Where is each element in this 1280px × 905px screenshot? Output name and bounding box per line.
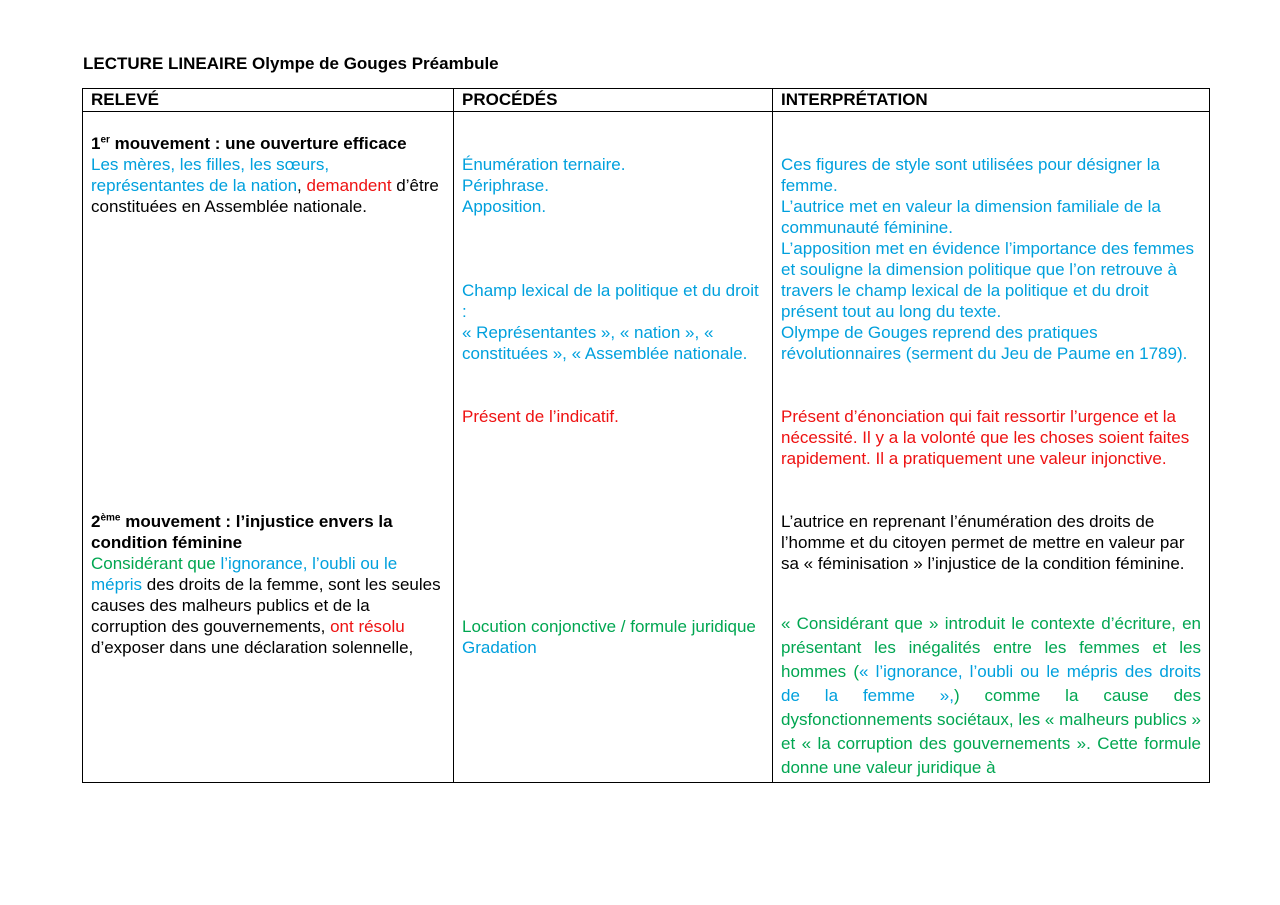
mvt1-block [91,133,445,217]
table-body-row [83,112,1210,783]
analysis-table [82,88,1210,783]
document-title: LECTURE LINEAIRE Olympe de Gouges Préambule [83,54,499,73]
interp2-green: « Considérant que » introduit le contexte d’écriture, en présentant les inégalités entre les femmes et les hommes (« l’ignorance, l’oubli ou le mépris des droits de la femme »,) comme la cause des dysfonctionnements sociétaux, les « malheurs publics » et « la corruption des gouvernements ». Cette formule donne une valeur juridique à [781,614,1201,777]
interpretation-cell [773,112,1210,783]
proc-enumeration: Énumération ternaire. [462,155,626,174]
releve-cell [83,112,454,783]
proc1-champ [462,280,764,364]
interp1-red: Présent d’énonciation qui fait ressortir l’urgence et la nécessité. Il y a la volonté que les choses soient faites rapidement. Il a pratiquement une valeur injonctive. [781,407,1190,468]
table-header-row [83,89,1210,112]
mvt1-heading: 1er mouvement : une ouverture efficace [91,134,407,153]
proc1-present: Présent de l’indicatif. [462,407,619,426]
mvt2-block [91,511,445,658]
mvt2-quote: Considérant que l’ignorance, l’oubli ou le mépris des droits de la femme, sont les seules causes des malheurs publics et de la corruption des gouvernements, ont résolu d’exposer dans une déclaration solennelle, [91,554,441,657]
interp1-blue: Ces figures de style sont utilisées pour désigner la femme. L’autrice met en valeur la dimension familiale de la communauté féminine. L’apposition met en évidence l’importance des femmes et souligne la dimension politique que l’on retrouve à travers le champ lexical de la politique et du droit présent tout au long du texte. Olympe de Gouges reprend des pratiques révolutionnaires (serment du Jeu de Paume en 1789). [781,155,1194,363]
proc-champ-words: « Représentantes », « nation », « constituées », « Assemblée nationale. [462,323,748,363]
proc-locution: Locution conjonctive / formule juridique [462,617,756,636]
interp2-black: L’autrice en reprenant l’énumération des droits de l’homme et du citoyen permet de mettre en valeur par sa « féminisation » l’injustice de la condition féminine. [781,512,1185,573]
header-interpretation: INTERPRÉTATION [773,89,1210,112]
header-procedes: PROCÉDÉS [454,89,773,112]
procedes-cell [454,112,773,783]
mvt1-quote: Les mères, les filles, les sœurs, représentantes de la nation, demandent d’être constituées en Assemblée nationale. [91,155,439,216]
proc-apposition: Apposition. [462,197,547,216]
proc2-block [462,616,764,658]
mvt2-heading: 2ème mouvement : l’injustice envers la condition féminine [91,512,393,552]
proc-gradation: Gradation [462,638,537,657]
proc-periphrase: Périphrase. [462,176,549,195]
proc-champ-lexical: Champ lexical de la politique et du droit : [462,281,759,321]
proc1-figures [462,154,764,217]
header-releve: RELEVÉ [83,89,454,112]
